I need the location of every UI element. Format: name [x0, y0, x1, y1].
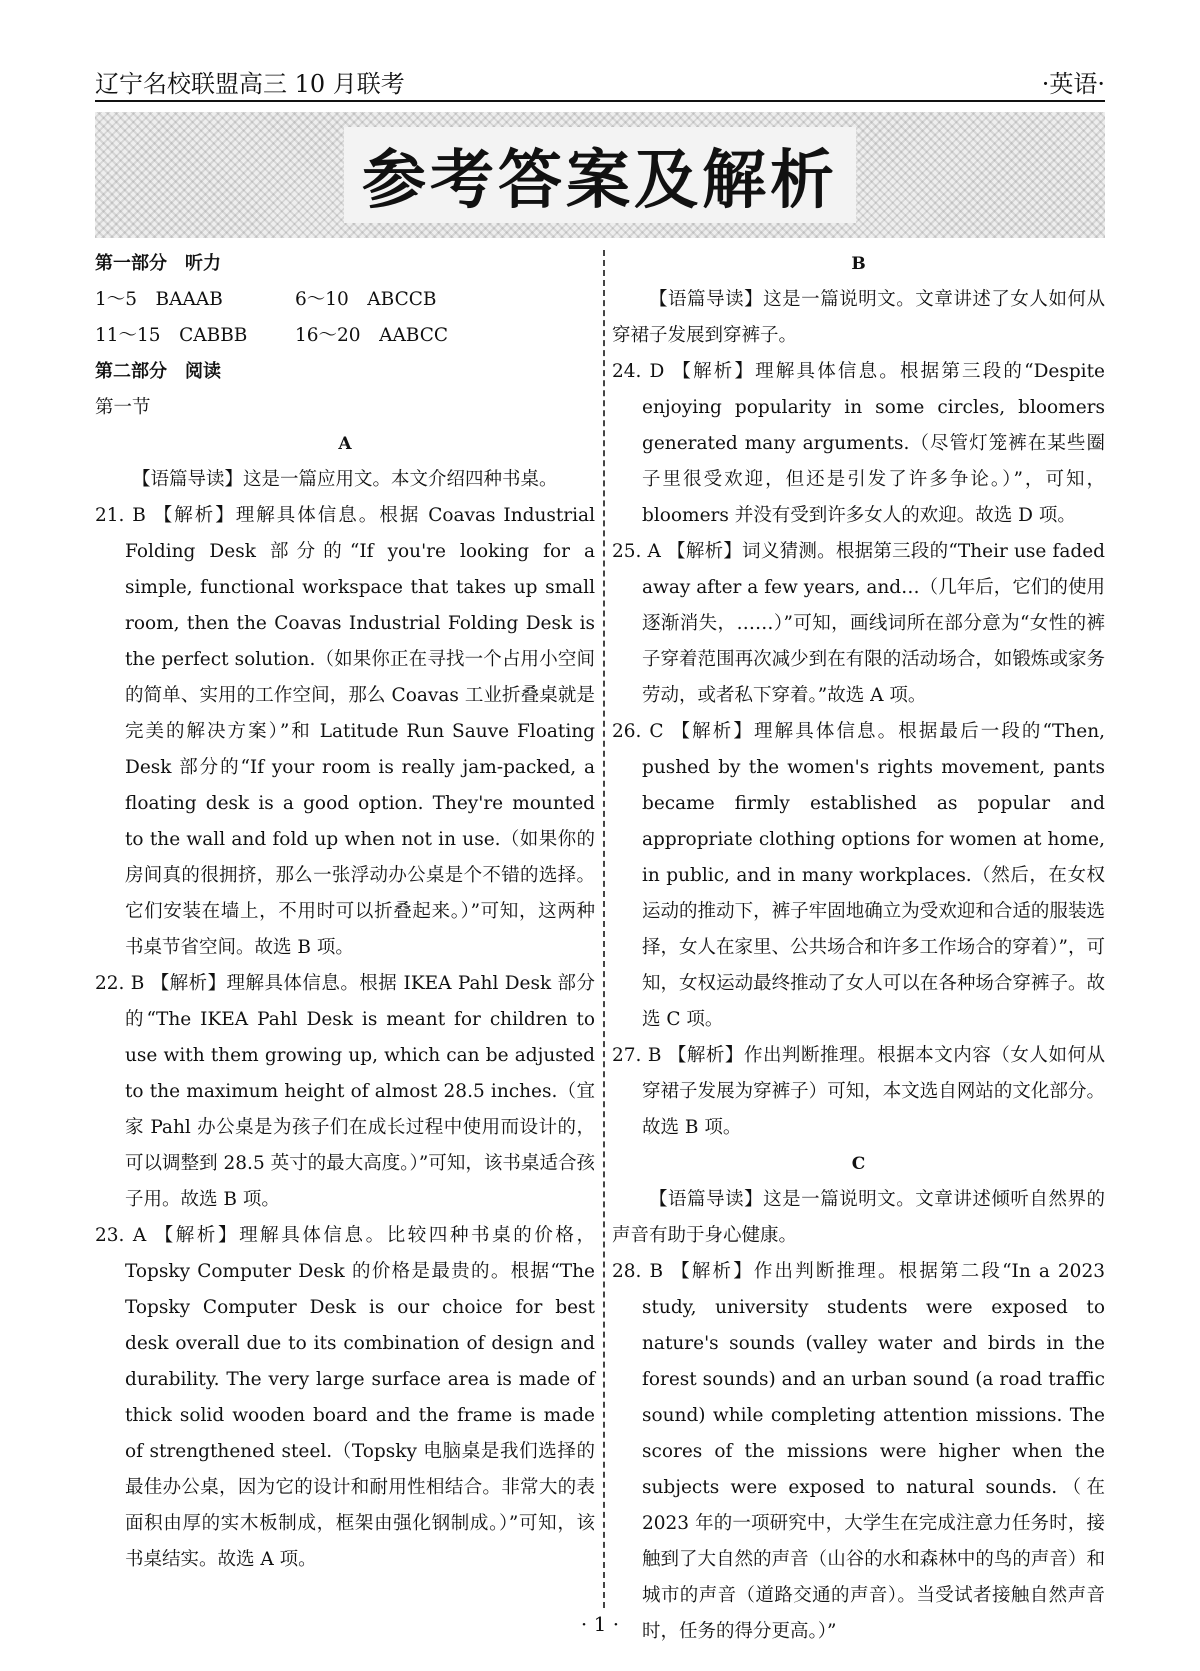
part2-heading: 第二部分 阅读 [95, 361, 221, 382]
title-banner [95, 112, 1105, 238]
left-column [95, 246, 595, 1578]
subject-label: ·英语· [1041, 70, 1105, 98]
page-header [95, 58, 1105, 102]
passage-b-label: B [851, 254, 866, 274]
question-22: 22. B 【解析】理解具体信息。根据 IKEA Pahl Desk 部分的“The IKEA Pahl Desk is meant for children to use with them growing up, which can be adjusted to the maximum height of almost 28.5 inches.（宜家 Pahl 办公桌是为孩子们在成长过程中使用而设计的，可以调整到 28.5 英寸的最大高度。）”可知，该书桌适合孩子用。故选 B 项。 [95, 973, 595, 1210]
exam-title: 辽宁名校联盟高三 10 月联考 [95, 70, 405, 98]
answer-range: 1～5 BAAAB [95, 289, 223, 310]
question-21: 21. B 【解析】理解具体信息。根据 Coavas Industrial Folding Desk 部分的“If you're looking for a simple, functional workspace that takes up small room, then the Coavas Industrial Folding Desk is the perfect solution.（如果你正在寻找一个占用小空间的简单、实用的工作空间，那么 Coavas 工业折叠桌就是完美的解决方案）”和 Latitude Run Sauve Floating Desk 部分的“If your room is really jam-packed, a floating desk is a good option. They're mounted to the wall and fold up when not in use.（如果你的房间真的很拥挤，那么一张浮动办公桌是个不错的选择。它们安装在墙上，不用时可以折叠起来。）”可知，这两种书桌节省空间。故选 B 项。 [95, 505, 595, 958]
section-label: 第一节 [95, 397, 151, 418]
answer-range: 16～20 AABCC [295, 325, 449, 346]
answer-range: 6～10 ABCCB [295, 289, 437, 310]
question-27: 27. B 【解析】作出判断推理。根据本文内容（女人如何从穿裙子发展为穿裤子）可知，本文选自网站的文化部分。故选 B 项。 [612, 1045, 1105, 1138]
right-column [612, 246, 1105, 1650]
answer-row [95, 318, 595, 354]
question-28: 28. B 【解析】作出判断推理。根据第二段“In a 2023 study, university students were exposed to nature's sounds (valley water and birds in the forest sounds) and an urban sound (a road traffic sound) while completing attention missions. The scores of the missions were higher when the subjects were exposed to natural sounds.（在 2023 年的一项研究中，大学生在完成注意力任务时，接触到了大自然的声音（山谷的水和森林中的鸟的声音）和城市的声音（道路交通的声音）。当受试者接触自然声音时，任务的得分更高。）” [612, 1261, 1105, 1642]
question-26: 26. C 【解析】理解具体信息。根据最后一段的“Then, pushed by the women's rights movement, pants became firmly established as popular and appropriate clothing options for women at home, in public, and in many workplaces.（然后，在女权运动的推动下，裤子牢固地确立为受欢迎和合适的服装选择，女人在家里、公共场合和许多工作场合的穿着）”，可知，女权运动最终推动了女人可以在各种场合穿裤子。故选 C 项。 [612, 721, 1105, 1030]
question-25: 25. A 【解析】词义猜测。根据第三段的“Their use faded away after a few years, and…（几年后，它们的使用逐渐消失，……）”可知，画线词所在部分意为“女性的裤子穿着范围再次减少到在有限的活动场合，如锻炼或家务劳动，或者私下穿着。”故选 A 项。 [612, 541, 1105, 706]
question-23: 23. A 【解析】理解具体信息。比较四种书桌的价格，Topsky Computer Desk 的价格是最贵的。根据“The Topsky Computer Desk is our choice for best desk overall due to its combination of design and durability. The very large surface area is made of thick solid wooden board and the frame is made of strengthened steel.（Topsky 电脑桌是我们选择的最佳办公桌，因为它的设计和耐用性相结合。非常大的表面积由厚的实木板制成，框架由强化钢制成。）”可知，该书桌结实。故选 A 项。 [95, 1225, 595, 1570]
passage-c-label: C [851, 1154, 866, 1174]
column-divider [603, 250, 605, 1608]
question-24: 24. D 【解析】理解具体信息。根据第三段的“Despite enjoying popularity in some circles, bloomers generated many arguments.（尽管灯笼裤在某些圈子里很受欢迎，但还是引发了许多争论。）”，可知，bloomers 并没有受到许多女人的欢迎。故选 D 项。 [612, 361, 1105, 526]
page-title: 参考答案及解析 [344, 127, 856, 223]
passage-a-label: A [338, 434, 352, 454]
passage-b-intro: 【语篇导读】这是一篇说明文。文章讲述了女人如何从穿裙子发展到穿裤子。 [612, 289, 1105, 346]
page-number: · 1 · [580, 1612, 620, 1636]
answer-row [95, 282, 595, 318]
answer-range: 11～15 CABBB [95, 325, 248, 346]
passage-c-intro: 【语篇导读】这是一篇说明文。文章讲述倾听自然界的声音有助于身心健康。 [612, 1189, 1105, 1246]
passage-a-intro: 【语篇导读】这是一篇应用文。本文介绍四种书桌。 [132, 469, 558, 490]
part1-heading: 第一部分 听力 [95, 253, 221, 274]
